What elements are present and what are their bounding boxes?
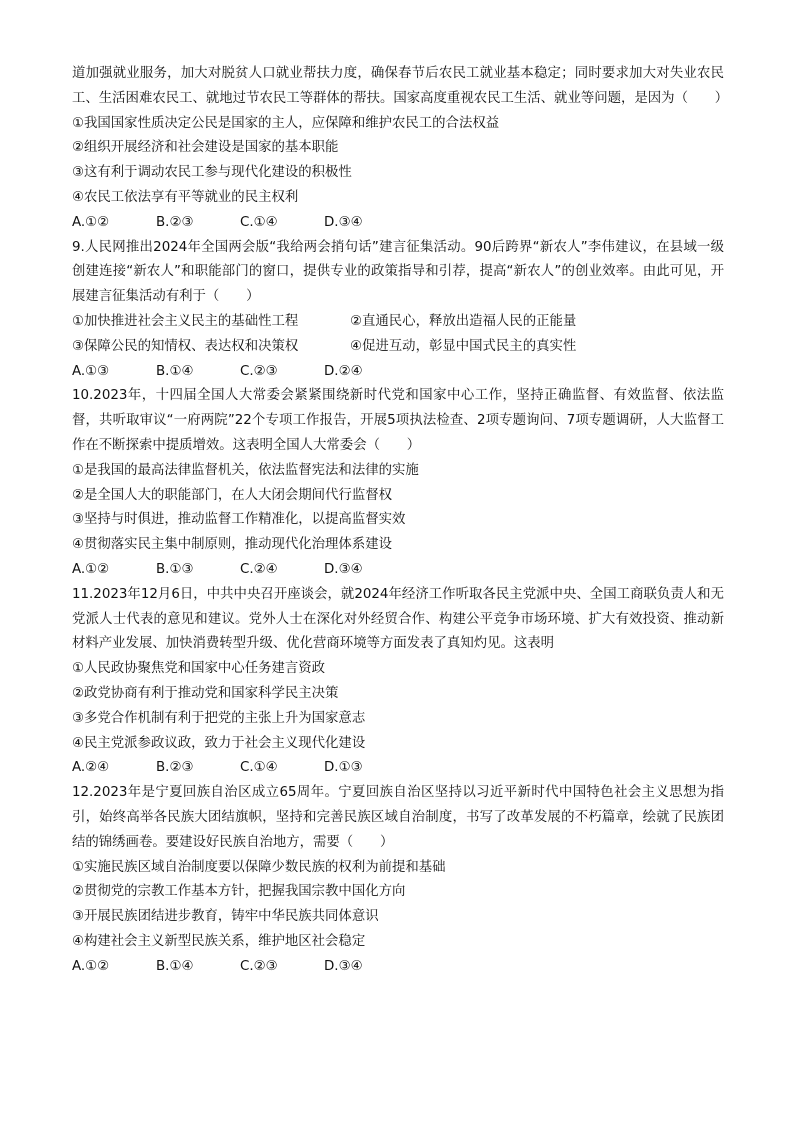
option-c: C.①④ — [240, 760, 278, 776]
choice-statement-2: ②政党协商有利于推动党和国家科学民主决策 — [72, 685, 339, 701]
choice-statement-1: ①实施民族区域自治制度要以保障少数民族的权利为前提和基础 — [72, 859, 446, 875]
choice-statement-1: ①我国国家性质决定公民是国家的主人，应保障和维护农民工的合法权益 — [72, 115, 500, 131]
answer-options — [72, 955, 724, 980]
choice-row — [72, 335, 724, 360]
choice-statement-4: ④农民工依法享有平等就业的民主权利 — [72, 189, 299, 205]
choice-statement-3: ③保障公民的知情权、表达权和决策权 — [72, 338, 299, 354]
option-d: D.③④ — [324, 958, 363, 974]
choice-statement-2: ②组织开展经济和社会建设是国家的基本职能 — [72, 140, 339, 156]
option-b: B.①④ — [156, 958, 194, 974]
option-c: C.②③ — [240, 958, 278, 974]
option-a: A.①② — [72, 958, 110, 974]
question-stem: 道加强就业服务，加大对脱贫人口就业帮扶力度，确保春节后农民工就业基本稳定；同时要求加大对失业农民工、生活困难农民工、就地过节农民工等群体的帮扶。国家高度重视农民工生活、就业等问题，是因为（ ） — [72, 66, 729, 106]
option-b: B.①④ — [156, 363, 194, 379]
option-b: B.①③ — [156, 561, 194, 577]
question-stem: 10.2023年，十四届全国人大常委会紧紧围绕新时代党和国家中心工作，坚持正确监督、有效监督、依法监督，共听取审议“一府两院”22个专项工作报告，开展5项执法检查、2项专题询问、7项专题调研，人大监督工作在不断探索中提质增效。这表明全国人大常委会（ ） — [72, 388, 724, 453]
question-11 — [72, 583, 724, 781]
choice-statement-3: ③多党合作机制有利于把党的主张上升为国家意志 — [72, 710, 366, 726]
choice-statement-2: ②直通民心，释放出造福人民的正能量 — [350, 313, 577, 329]
option-c: C.②③ — [240, 363, 278, 379]
choice-row — [72, 310, 724, 335]
choice-statement-3: ③这有利于调动农民工参与现代化建设的积极性 — [72, 165, 352, 181]
choice-statement-2: ②是全国人大的职能部门，在人大闭会期间代行监督权 — [72, 487, 392, 503]
option-b: B.②③ — [156, 760, 194, 776]
choice-statement-4: ④贯彻落实民主集中制原则，推动现代化治理体系建设 — [72, 537, 392, 553]
choice-statement-1: ①是我国的最高法律监督机关，依法监督宪法和法律的实施 — [72, 462, 419, 478]
option-a: A.①③ — [72, 363, 110, 379]
choice-statement-1: ①人民政协聚焦党和国家中心任务建言资政 — [72, 661, 326, 677]
option-a: A.①② — [72, 561, 110, 577]
question-stem: 9.人民网推出2024年全国两会版“我给两会捎句话”建言征集活动。90后跨界“新农人”李伟建议，在县域一级创建连接“新农人”和职能部门的窗口，提供专业的政策指导和引荐，提高“新农人”的创业效率。由此可见，开展建言征集活动有利于（ ） — [72, 239, 724, 305]
option-a: A.②④ — [72, 760, 110, 776]
question-8-continued — [72, 62, 729, 236]
answer-options — [72, 211, 724, 236]
choice-statement-3: ③开展民族团结进步教育，铸牢中华民族共同体意识 — [72, 909, 379, 925]
question-12 — [72, 781, 724, 979]
question-page — [72, 62, 729, 979]
choice-statement-4: ④民主党派参政议政，致力于社会主义现代化建设 — [72, 735, 366, 751]
choice-statement-4: ④促进互动，彰显中国式民主的真实性 — [350, 338, 577, 354]
choice-statement-3: ③坚持与时俱进，推动监督工作精准化，以提高监督实效 — [72, 512, 406, 528]
option-c: C.②④ — [240, 561, 278, 577]
option-d: D.②④ — [324, 363, 363, 379]
answer-options — [72, 360, 724, 385]
question-10 — [72, 384, 724, 582]
choice-statement-2: ②贯彻党的宗教工作基本方针，把握我国宗教中国化方向 — [72, 884, 406, 900]
option-a: A.①② — [72, 214, 110, 230]
option-c: C.①④ — [240, 214, 278, 230]
question-9 — [72, 236, 724, 385]
option-b: B.②③ — [156, 214, 194, 230]
answer-options — [72, 756, 724, 781]
option-d: D.③④ — [324, 561, 363, 577]
option-d: D.③④ — [324, 214, 363, 230]
question-stem: 12.2023年是宁夏回族自治区成立65周年。宁夏回族自治区坚持以习近平新时代中国特色社会主义思想为指引，始终高举各民族大团结旗帜，坚持和完善民族区域自治制度，书写了改革发展的不朽篇章，绘就了民族团结的锦绣画卷。要建设好民族自治地方，需要（ ） — [72, 785, 724, 850]
choice-statement-4: ④构建社会主义新型民族关系，维护地区社会稳定 — [72, 933, 366, 949]
question-stem: 11.2023年12月6日，中共中央召开座谈会，就2024年经济工作听取各民主党派中央、全国工商联负责人和无党派人士代表的意见和建议。党外人士在深化对外经贸合作、构建公平竞争市场环境、扩大有效投资、推动新材料产业发展、加快消费转型升级、优化营商环境等方面发表了真知灼见。这表明 — [72, 586, 724, 652]
answer-options — [72, 558, 724, 583]
choice-statement-1: ①加快推进社会主义民主的基础性工程 — [72, 313, 299, 329]
option-d: D.①③ — [324, 760, 363, 776]
